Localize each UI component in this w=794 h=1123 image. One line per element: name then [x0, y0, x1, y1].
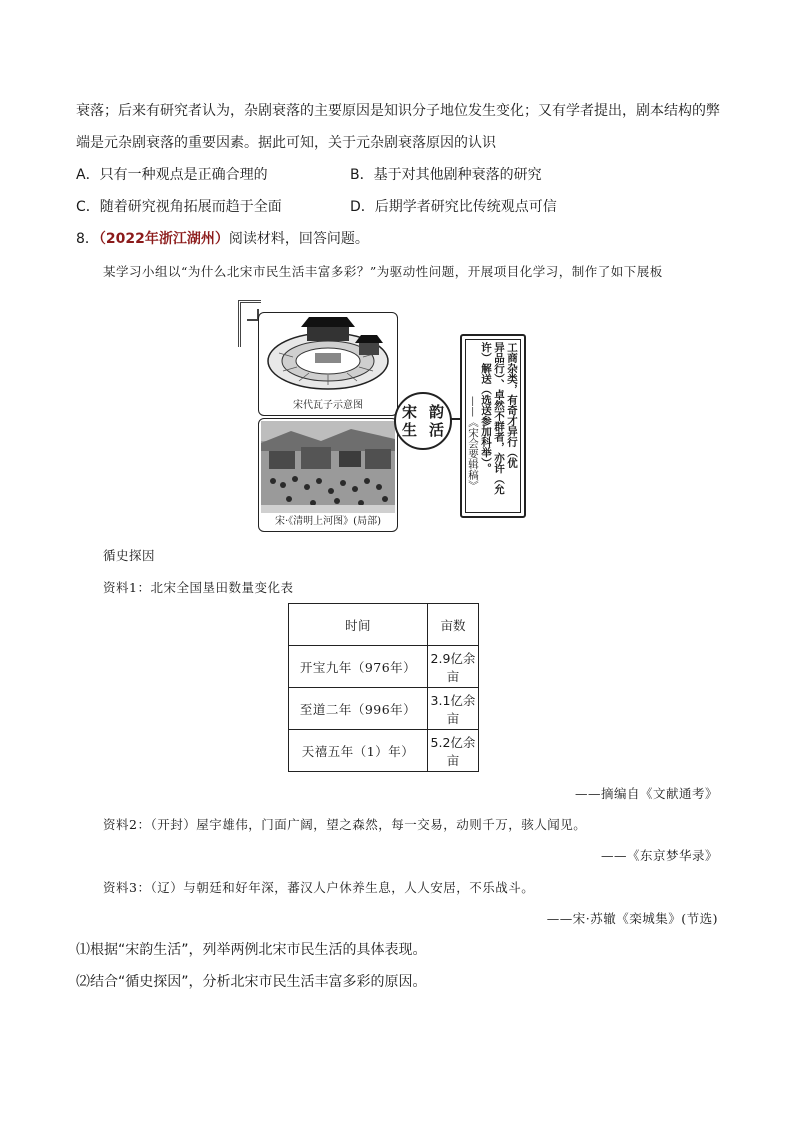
scroll-column-1: 工商杂类，有奇才异行（优 [506, 342, 518, 468]
material-1-source: ——摘编自《文献通考》 [574, 786, 718, 801]
table-header-area: 亩数 [428, 604, 479, 646]
qingming-painting-image [261, 421, 395, 513]
wazi-theater-image [259, 313, 397, 399]
exhibit-board [238, 300, 524, 532]
table-header-row [289, 604, 479, 646]
question-prompt: 阅读材料，回答问题。 [228, 231, 369, 247]
material-1-label: 资料1：北宋全国垦田数量变化表 [103, 580, 294, 595]
sub-question-2: ⑵结合“循史探因”，分析北宋市民生活丰富多彩的原因。 [76, 974, 427, 990]
wazi-illustration-panel [258, 312, 398, 416]
wazi-caption: 宋代瓦子示意图 [293, 400, 363, 411]
qingming-painting-panel [258, 418, 398, 532]
material-2-source: ——《东京梦华录》 [600, 848, 718, 863]
qingming-caption: 宋·《清明上河图》(局部) [275, 516, 381, 527]
option-d: D．后期学者研究比传统观点可信 [350, 199, 557, 215]
question-description: 某学习小组以“为什么北宋市民生活丰富多彩？”为驱动性问题，开展项目化学习，制作了如下展板 [103, 264, 663, 279]
table-cell: 至道二年（996年） [289, 688, 428, 730]
land-area-table [288, 603, 479, 772]
material-3-source: ——宋·苏辙《栾城集》(节选) [546, 911, 718, 926]
material-2: 资料2：（开封）屋宇雄伟，门面广阔，望之森然，每一交易，动则千万，骇人闻见。 [103, 817, 587, 832]
quote-scroll [460, 334, 526, 518]
table-cell: 5.2亿余亩 [428, 730, 479, 772]
table-header-time: 时间 [289, 604, 428, 646]
intro-line-2: 端是元杂剧衰落的重要因素。据此可知，关于元杂剧衰落原因的认识 [76, 135, 496, 151]
scroll-column-2: 异品行）、卓然不群者，亦许（允 [493, 342, 505, 495]
question-number: 8． [76, 231, 99, 247]
section-title: 循史探因 [103, 548, 156, 563]
badge-char: 韵 [428, 403, 444, 421]
table-cell: 开宝九年（976年） [289, 646, 428, 688]
badge-char: 活 [428, 421, 444, 439]
option-a: A．只有一种观点是正确合理的 [76, 167, 268, 183]
table-cell: 2.9亿余亩 [428, 646, 479, 688]
scroll-column-3: 许）解送（选送参加科举）。 [480, 342, 492, 474]
sub-question-1: ⑴根据“宋韵生活”，列举两例北宋市民生活的具体表现。 [76, 942, 427, 958]
badge-char: 生 [401, 421, 417, 439]
table-row [289, 730, 479, 772]
question-source: （2022年浙江湖州） [98, 231, 229, 247]
scroll-column-source: ——《宋会要辑稿》 [467, 396, 479, 491]
table-cell: 3.1亿余亩 [428, 688, 479, 730]
table-row [289, 646, 479, 688]
badge-char: 宋 [401, 403, 417, 421]
material-3: 资料3：（辽）与朝廷和好年深，蕃汉人户休养生息，人人安居，不乐战斗。 [103, 880, 535, 895]
option-b: B．基于对其他剧种衰落的研究 [350, 167, 542, 183]
intro-line-1: 衰落；后来有研究者认为，杂剧衰落的主要原因是知识分子地位发生变化；又有学者提出，剧本结构的弊 [76, 103, 720, 119]
table-row [289, 688, 479, 730]
question-8-header [76, 229, 369, 249]
option-c: C．随着研究视角拓展而趋于全面 [76, 199, 282, 215]
table-cell: 天禧五年（1）年） [289, 730, 428, 772]
song-life-badge [394, 392, 452, 450]
